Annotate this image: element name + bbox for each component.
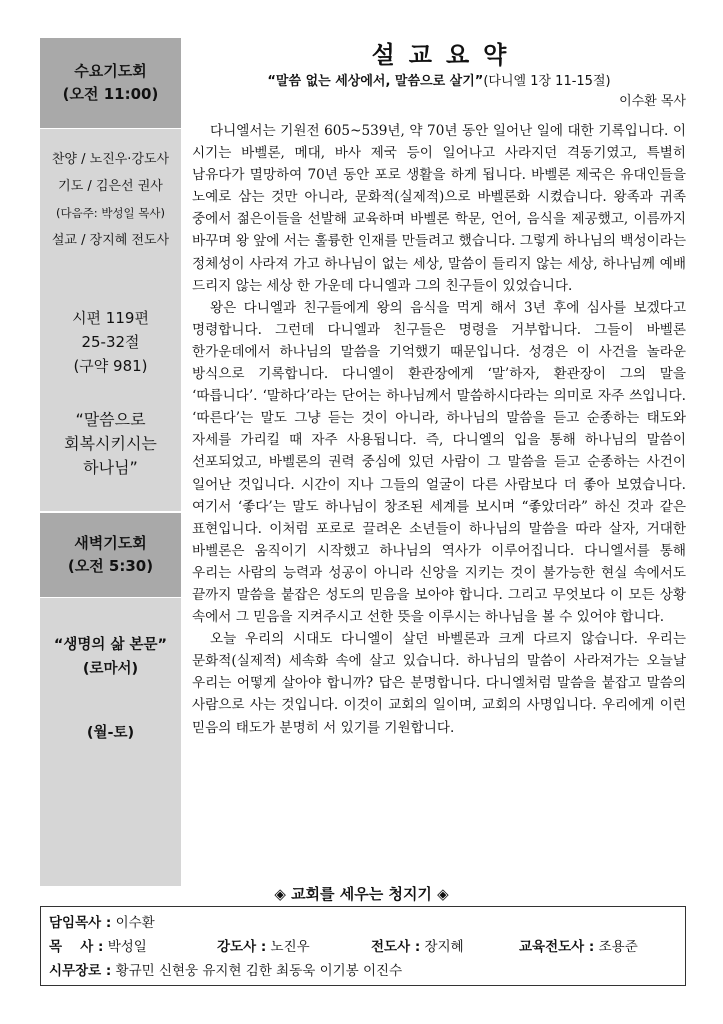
wednesday-service-box	[40, 38, 181, 129]
sermon-summary	[192, 38, 686, 739]
role-praise: 찬양 / 노진우·강도사	[51, 152, 170, 167]
scripture-book: 시편 119편	[72, 309, 149, 327]
staff-row	[49, 959, 677, 983]
sermon-paragraph: 다니엘서는 기원전 605~539년, 약 70년 동안 일어난 일에 대한 기록입니다. 이 시기는 바벨론, 메대, 바사 제국 등이 일어나고 사라지던 격동기였고, 특별히 남유다가 멸망하여 70년 동안 포로 생활을 하게 됩니다. 바벨론 제국은 유대인들을 노예로 삼는 것만 아니라, 문화적(실제적)으로 바벨론화 시켰습니다. 왕족과 귀족 중에서 젊은이들을 선발해 교육하며 바벨론 학문, 언어, 음식을 제공했고, 이름까지 바꾸며 왕 앞에 서는 훌륭한 인재를 만들려고 했습니다. 그렇게 하나님의 백성이라는 정체성이 사라져 가고 하나님이 없는 세상, 말씀이 들리지 않는 세상, 하나님께 예배 드리지 않는 세상 한 가운데 다니엘과 그의 친구들이 있었습니다.	[192, 123, 687, 294]
scripture-page: (구약 981)	[73, 357, 148, 375]
service-roles	[40, 146, 181, 254]
dawn-text-title: “생명의 삶 본문”	[53, 637, 168, 653]
role-prayer: 기도 / 김은선 권사	[58, 179, 163, 194]
dawn-service-box	[40, 511, 181, 598]
staff-row	[49, 935, 677, 959]
sermon-body	[192, 120, 686, 739]
sermon-theme	[40, 408, 181, 480]
staff-list	[40, 906, 686, 986]
stewards-heading: ◈ 교회를 세우는 청지기 ◈	[274, 885, 449, 903]
theme-line: 회복시키시는	[64, 434, 157, 453]
sermon-paragraph: 왕은 다니엘과 친구들에게 왕의 음식을 먹게 해서 3년 후에 심사를 보겠다고 명령합니다. 그런데 다니엘과 친구들은 명령을 거부합니다. 그들이 바벨론 한가운데에서 하나님의 말씀을 기억했기 때문입니다. 성경은 이 사건을 놀라운 방식으로 기록합니다. 다니엘이 환관장에게 ‘말’하자, 환관장이 그의 말을 ‘따릅니다’. ‘말하다’라는 단어는 하나님께서 말씀하시다라는 의미로 자주 쓰입니다. ‘따른다’는 말도 그냥 듣는 것이 아니라, 하나님의 말씀을 듣고 순종하는 태도와 자세를 가리킬 때 자주 사용됩니다. 즉, 다니엘의 입을 통해 하나님의 말씀이 선포되었고, 바벨론의 권력 중심에 있던 사람이 그 말씀을 듣고 순종하는 사건이 일어난 것입니다. 시간이 지나 그들의 얼굴이 다른 사람보다 더 좋아 보였습니다. 여기서 ‘좋다’는 말도 하나님이 창조된 세계를 보시며 “좋았더라” 하신 것과 같은 표현입니다. 이처럼 포로로 끌려온 소년들이 하나님의 말씀을 따라 살자, 거대한 바벨론은 움직이기 시작했고 하나님의 역사가 이루어집니다. 다니엘서를 통해 우리는 사람의 능력과 성공이 아니라 신앙을 지키는 것이 불가능한 현실 속에서도 끝까지 말씀을 붙잡은 성도의 믿음을 보아야 합니다. 그리고 무엇보다 이 모든 상황 속에서 그 믿음을 지켜주시고 선한 뜻을 이루시는 하나님을 볼 수 있어야 합니다.	[192, 299, 686, 626]
elders-label: 시무장로 :	[49, 963, 112, 979]
scripture-verses: 25-32절	[81, 333, 140, 351]
pastor-label: 목 사 :	[49, 939, 104, 955]
edu-evangelist-name: 조용준	[598, 939, 638, 955]
scripture-reference	[40, 306, 181, 378]
sermon-summary-title: 설교요약	[371, 41, 521, 69]
dawn-service-time: (오전 5:30)	[67, 557, 154, 575]
edu-evangelist-label: 교육전도사 :	[519, 939, 595, 955]
sermon-subtitle	[192, 72, 686, 92]
evangelist-candidate-label: 강도사 :	[217, 939, 267, 955]
evangelist-name: 장지혜	[424, 939, 464, 955]
staff-row	[49, 911, 677, 935]
evangelist-label: 전도사 :	[371, 939, 421, 955]
theme-line: “말씀으로	[75, 410, 146, 429]
dawn-service-info	[40, 633, 181, 745]
sermon-author: 이수환 목사	[619, 94, 686, 109]
senior-pastor-label: 담임목사 :	[49, 915, 112, 931]
dawn-service-title: 새벽기도회	[74, 534, 147, 552]
sermon-paragraph: 오늘 우리의 시대도 다니엘이 살던 바벨론과 크게 다르지 않습니다. 우리는 문화적(실제적) 세속화 속에 살고 있습니다. 하나님의 말씀이 사라져가는 오늘날 우리는 어떻게 살아야 합니까? 답은 분명합니다. 다니엘처럼 말씀을 붙잡고 말씀의 사람으로 사는 것입니다. 이것이 교회의 일이며, 교회의 사명입니다. 우리에게 이런 믿음의 태도가 분명히 서 있기를 기원합니다.	[192, 631, 686, 736]
evangelist-candidate-name: 노진우	[270, 939, 310, 955]
sermon-subtitle-text: “말씀 없는 세상에서, 말씀으로 살기”	[267, 74, 484, 89]
pastor-name: 박성일	[107, 939, 147, 955]
wednesday-service-time: (오전 11:00)	[62, 85, 159, 103]
sermon-scripture-reference: (다니엘 1장 11-15절)	[483, 74, 611, 89]
wednesday-service-title: 수요기도회	[74, 62, 147, 80]
role-next-week: (다음주: 박성일 목사)	[55, 206, 166, 220]
senior-pastor-name: 이수환	[115, 915, 155, 931]
sidebar	[40, 38, 181, 886]
theme-line: 하나님”	[83, 458, 138, 477]
role-sermon: 설교 / 장지혜 전도사	[51, 233, 170, 248]
dawn-text-book: (로마서)	[82, 661, 139, 677]
elders-names: 황규민 신현웅 유지현 김한 최동욱 이기봉 이진수	[115, 963, 403, 979]
dawn-text-days: (월-토)	[86, 725, 135, 741]
